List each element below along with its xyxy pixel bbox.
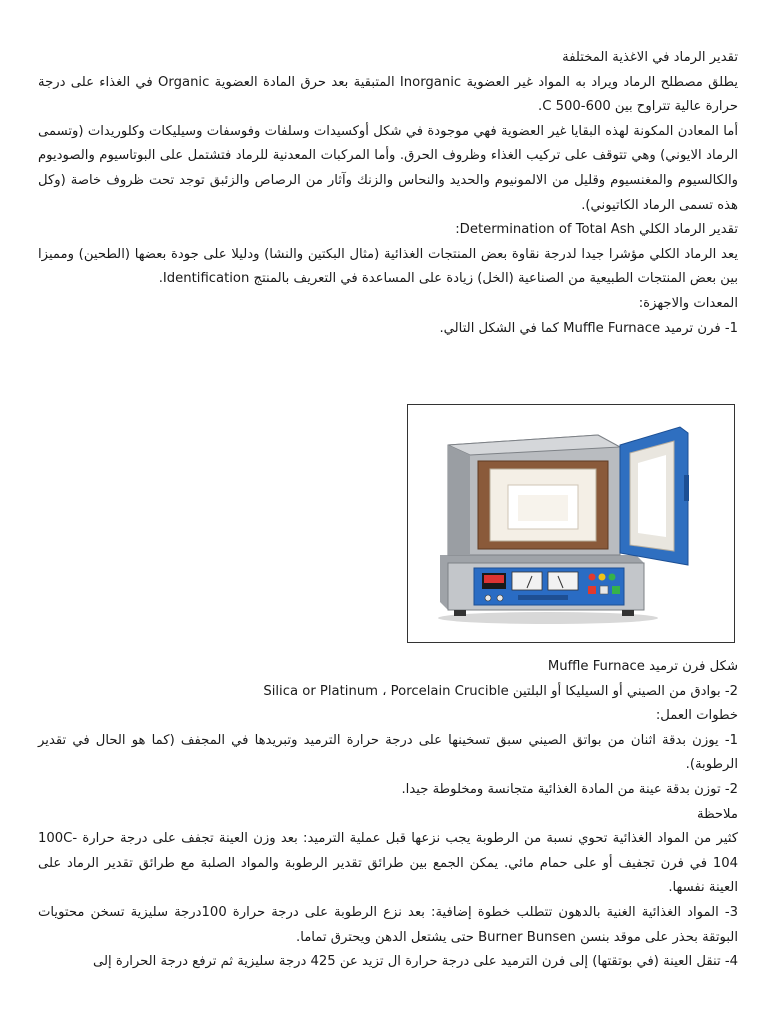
paragraph-ash-definition: يطلق مصطلح الرماد ويراد به المواد غير العضوية Inorganic المتبقية بعد حرق المادة العضوية Organic في الغذاء على درجة حرارة عالية تتراوح بين 600-500 C. (38, 74, 738, 115)
muffle-furnace-figure (407, 404, 735, 643)
procedure-step-3: 3- المواد الغذائية الغنية بالدهون تتطلب خطوة إضافية: بعد نزع الرطوبة على درجة حرارة 100درجة سليزية تسخن محتويات البوتقة بحذر على موقد بنسن Burner Bunsen حتى يشتعل الدهن ويحترق تماما. (38, 904, 738, 945)
equipment-item-2: 2- بوادق من الصيني أو السيليكا أو البلتين Silica or Platinum ، Porcelain Crucible (263, 683, 738, 699)
note-text: كثير من المواد الغذائية تحوي نسبة من الرطوبة يجب نزعها قبل عملية الترميد: بعد وزن العينة تجفف على درجة حرارة 100C-104 في فرن تجفيف أو على حمام مائي. يمكن الجمع بين طرائق تقدير الرطوبة والمواد الصلبة مع طرائق تقدير الرماد على العينة نفسها. (38, 831, 738, 896)
paragraph-total-ash: يعد الرماد الكلي مؤشرا جيدا لدرجة نقاوة بعض المنتجات الغذائية (مثال البكتين والنشا) ودليلا على جودة بعضها (الطحين) ومميزا بين بعض المنتجات الطبيعية من الصناعية (الخل) زيادة على المساعدة في التعريف بالمنتج Identification. (38, 246, 738, 287)
paragraph-ash-minerals: أما المعادن المكونة لهذه البقايا غير العضوية فهي موجودة في شكل أوكسيدات وسلفات وفوسفات وسيليكات وكلوريدات (وتسمى الرماد الايوني) وهي تتوقف على تركيب الغذاء وظروف الحرق. وأما المركبات المعدنية للرماد فتشتمل على البوتاسيوم والصوديوم والكالسيوم والمغنسيوم وقليل من الالمونيوم والحديد والنحاس والزنك وآثار من الرصاص والزئبق توجد تحت ظروف خاصة (وكل هذه تسمى الرماد الكاتيوني). (38, 123, 738, 213)
muffle-furnace-image (408, 405, 734, 642)
procedure-step-1: 1- يوزن بدقة اثنان من بواتق الصيني سبق تسخينها على درجة حرارة الترميد وتبريدها في المجفف (كما هو الحال في تقدير الرطوبة). (38, 732, 738, 773)
equipment-item-1: 1- فرن ترميد Muffle Furnace كما في الشكل التالي. (439, 320, 738, 336)
heading-equipment: المعدات والاجهزة: (638, 295, 738, 311)
procedure-step-2: 2- توزن بدقة عينة من المادة الغذائية متجانسة ومخلوطة جيدا. (401, 781, 738, 797)
heading-note: ملاحظة (697, 806, 738, 822)
procedure-step-4: 4- تنقل العينة (في بوتقتها) إلى فرن الترميد على درجة حرارة ال تزيد عن 425 درجة سليزية ثم ترفع درجة الحرارة إلى (93, 954, 738, 970)
heading-total-ash: تقدير الرماد الكلي Determination of Total Ash: (455, 222, 738, 238)
figure-caption: شكل فرن ترميد Muffle Furnace (547, 659, 738, 674)
text-section-1 (38, 46, 738, 341)
heading-ash-in-foods: تقدير الرماد في الاغذية المختلفة (562, 50, 738, 65)
text-section-2 (38, 655, 738, 975)
heading-procedure: خطوات العمل: (655, 708, 738, 724)
